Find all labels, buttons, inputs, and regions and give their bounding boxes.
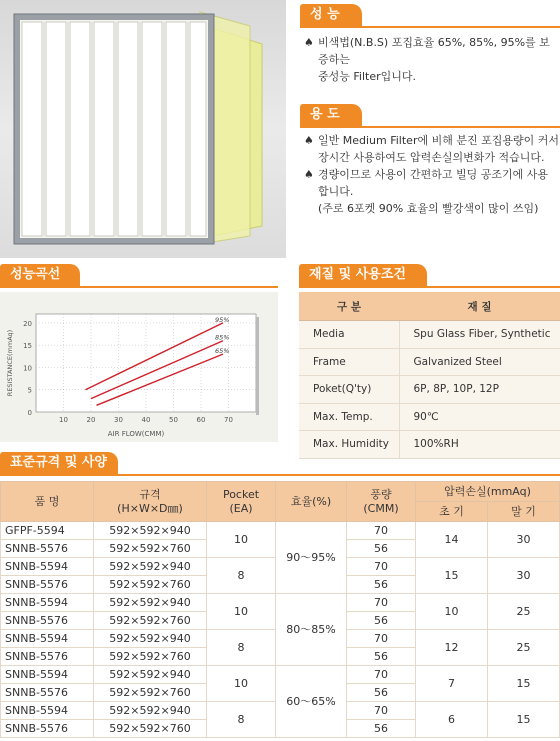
usage-tab-line xyxy=(300,126,560,128)
spec-header-pressure: 압력손실(mmAq) xyxy=(416,482,560,502)
material-value: 100%RH xyxy=(399,431,560,459)
spec-cell-flow: 56 xyxy=(347,720,416,738)
chart-ytick-label: 15 xyxy=(23,342,32,351)
spec-cell-efficiency: 80～85% xyxy=(276,594,347,666)
material-key: Frame xyxy=(299,348,399,376)
material-header-category: 구 분 xyxy=(299,292,399,321)
spec-cell-pocket: 10 xyxy=(207,522,276,558)
material-tab-line xyxy=(299,286,560,288)
curve-tab-line xyxy=(0,286,278,288)
spec-cell-name: SNNB-5594 xyxy=(1,666,94,684)
spec-tab: 표준규격 및 사양 xyxy=(0,452,118,474)
spade-bullet-icon: ♠ xyxy=(304,134,314,147)
spec-cell-initial: 15 xyxy=(416,558,488,594)
table-row xyxy=(1,666,560,684)
usage-line: 경량이므로 사용이 간편하고 빌딩 공조기에 사용 xyxy=(318,168,549,181)
material-key: Max. Humidity xyxy=(299,431,399,459)
spec-cell-name: SNNB-5576 xyxy=(1,576,94,594)
material-value: 90℃ xyxy=(399,403,560,431)
usage-line: 합니다. xyxy=(318,185,354,198)
spec-cell-size: 592×592×940 xyxy=(94,558,207,576)
spec-cell-flow: 56 xyxy=(347,540,416,558)
material-value: 6P, 8P, 10P, 12P xyxy=(399,376,560,404)
chart-xtick-label: 70 xyxy=(224,416,233,424)
spec-cell-flow: 70 xyxy=(347,702,416,720)
spec-cell-flow: 56 xyxy=(347,648,416,666)
spec-cell-flow: 70 xyxy=(347,522,416,540)
spec-cell-size: 592×592×760 xyxy=(94,576,207,594)
spec-cell-flow: 56 xyxy=(347,684,416,702)
table-row xyxy=(1,594,560,612)
performance-chart-svg xyxy=(0,292,278,442)
material-key: Media xyxy=(299,321,399,349)
spec-cell-name: SNNB-5576 xyxy=(1,540,94,558)
spec-header-pocket: Pocket (EA) xyxy=(207,482,276,522)
spec-cell-name: SNNB-5576 xyxy=(1,648,94,666)
spade-bullet-icon: ♠ xyxy=(304,168,314,181)
spec-header-final: 말 기 xyxy=(488,502,560,522)
spec-cell-size: 592×592×760 xyxy=(94,648,207,666)
spec-cell-name: SNNB-5594 xyxy=(1,558,94,576)
spec-header-initial: 초 기 xyxy=(416,502,488,522)
spec-cell-pocket: 8 xyxy=(207,558,276,594)
usage-line: 장시간 사용하여도 압력손실의변화가 적습니다. xyxy=(318,151,545,164)
spec-cell-name: SNNB-5594 xyxy=(1,702,94,720)
material-header-material: 재 질 xyxy=(399,292,560,321)
spec-cell-efficiency: 60～65% xyxy=(276,666,347,738)
spec-cell-initial: 12 xyxy=(416,630,488,666)
material-value: Spu Glass Fiber, Synthetic xyxy=(399,321,560,349)
spec-cell-final: 30 xyxy=(488,522,560,558)
spec-cell-flow: 70 xyxy=(347,558,416,576)
spec-header-name: 품 명 xyxy=(1,482,94,522)
material-value: Galvanized Steel xyxy=(399,348,560,376)
spec-cell-initial: 6 xyxy=(416,702,488,738)
spec-cell-initial: 14 xyxy=(416,522,488,558)
spec-cell-flow: 70 xyxy=(347,630,416,648)
material-tab: 재질 및 사용조건 xyxy=(299,264,427,286)
performance-text xyxy=(304,34,560,85)
chart-ytick-label: 10 xyxy=(23,364,32,373)
table-row xyxy=(299,321,560,349)
chart-series-label: 65% xyxy=(215,347,230,356)
chart-xtick-label: 50 xyxy=(169,416,178,424)
spec-cell-name: SNNB-5594 xyxy=(1,630,94,648)
table-row xyxy=(299,431,560,459)
chart-ytick-label: 0 xyxy=(27,409,32,417)
spec-cell-final: 15 xyxy=(488,666,560,702)
spec-cell-final: 25 xyxy=(488,594,560,630)
spec-cell-flow: 70 xyxy=(347,666,416,684)
spec-cell-size: 592×592×940 xyxy=(94,702,207,720)
chart-xtick-label: 40 xyxy=(141,416,151,424)
spec-cell-pocket: 8 xyxy=(207,630,276,666)
chart-series-label: 85% xyxy=(215,333,230,342)
spec-cell-size: 592×592×940 xyxy=(94,594,207,612)
spec-cell-efficiency: 90～95% xyxy=(276,522,347,594)
spec-cell-flow: 70 xyxy=(347,594,416,612)
spec-cell-final: 25 xyxy=(488,630,560,666)
material-key: Max. Temp. xyxy=(299,403,399,431)
chart-xtick-label: 10 xyxy=(59,416,68,424)
usage-line: 일반 Medium Filter에 비해 분진 포집용량이 커서 xyxy=(318,134,559,147)
spec-header-efficiency: 효율(%) xyxy=(276,482,347,522)
chart-series-label: 95% xyxy=(215,315,230,324)
chart-xtick-label: 20 xyxy=(86,416,96,424)
table-row xyxy=(299,348,560,376)
spec-cell-name: SNNB-5594 xyxy=(1,594,94,612)
performance-line: 비색법(N.B.S) 포집효율 65%, 85%, 95%를 보증하는 xyxy=(318,36,550,66)
spec-cell-name: SNNB-5576 xyxy=(1,684,94,702)
spec-table xyxy=(0,481,560,738)
table-row xyxy=(299,376,560,404)
spec-cell-final: 30 xyxy=(488,558,560,594)
material-table xyxy=(299,292,560,459)
performance-tab: 성 능 xyxy=(300,4,362,26)
spec-cell-pocket: 8 xyxy=(207,702,276,738)
performance-line: 중성능 Filter입니다. xyxy=(318,70,416,83)
spec-header-size: 규격 (H×W×D㎜) xyxy=(94,482,207,522)
spec-tab-line xyxy=(0,474,560,476)
spec-cell-size: 592×592×940 xyxy=(94,522,207,540)
spec-cell-flow: 56 xyxy=(347,576,416,594)
usage-line: (주로 6포켓 90% 효율의 빨강색이 많이 쓰임) xyxy=(318,202,539,215)
spec-cell-size: 592×592×940 xyxy=(94,630,207,648)
chart-ytick-label: 20 xyxy=(23,319,32,328)
usage-tab: 용 도 xyxy=(300,104,362,126)
pocket-filter-illustration xyxy=(0,0,286,258)
spec-header-flow: 풍량 (CMM) xyxy=(347,482,416,522)
product-photo xyxy=(0,0,286,258)
spec-cell-initial: 10 xyxy=(416,594,488,630)
spec-cell-pocket: 10 xyxy=(207,666,276,702)
performance-tab-line xyxy=(300,26,560,28)
spec-cell-name: SNNB-5576 xyxy=(1,720,94,738)
chart-xlabel: AIR FLOW(CMM) xyxy=(107,430,165,438)
spec-cell-name: GFPF-5594 xyxy=(1,522,94,540)
chart-xtick-label: 60 xyxy=(196,416,206,424)
chart-xtick-label: 30 xyxy=(114,416,123,424)
usage-text xyxy=(304,132,560,217)
material-key: Poket(Q'ty) xyxy=(299,376,399,404)
spec-cell-name: SNNB-5576 xyxy=(1,612,94,630)
spec-cell-size: 592×592×760 xyxy=(94,720,207,738)
spec-cell-initial: 7 xyxy=(416,666,488,702)
table-row xyxy=(299,403,560,431)
performance-chart xyxy=(0,292,278,442)
spec-cell-size: 592×592×940 xyxy=(94,666,207,684)
chart-ytick-label: 5 xyxy=(27,386,32,395)
spec-cell-size: 592×592×760 xyxy=(94,612,207,630)
spec-cell-pocket: 10 xyxy=(207,594,276,630)
table-row xyxy=(1,522,560,540)
spade-bullet-icon: ♠ xyxy=(304,36,314,49)
curve-tab: 성능곡선 xyxy=(0,264,80,286)
spec-cell-flow: 56 xyxy=(347,612,416,630)
spec-cell-size: 592×592×760 xyxy=(94,684,207,702)
spec-cell-size: 592×592×760 xyxy=(94,540,207,558)
chart-ylabel: RESISTANCE(mmAq) xyxy=(6,329,14,397)
chart-shadow xyxy=(256,317,259,415)
spec-cell-final: 15 xyxy=(488,702,560,738)
